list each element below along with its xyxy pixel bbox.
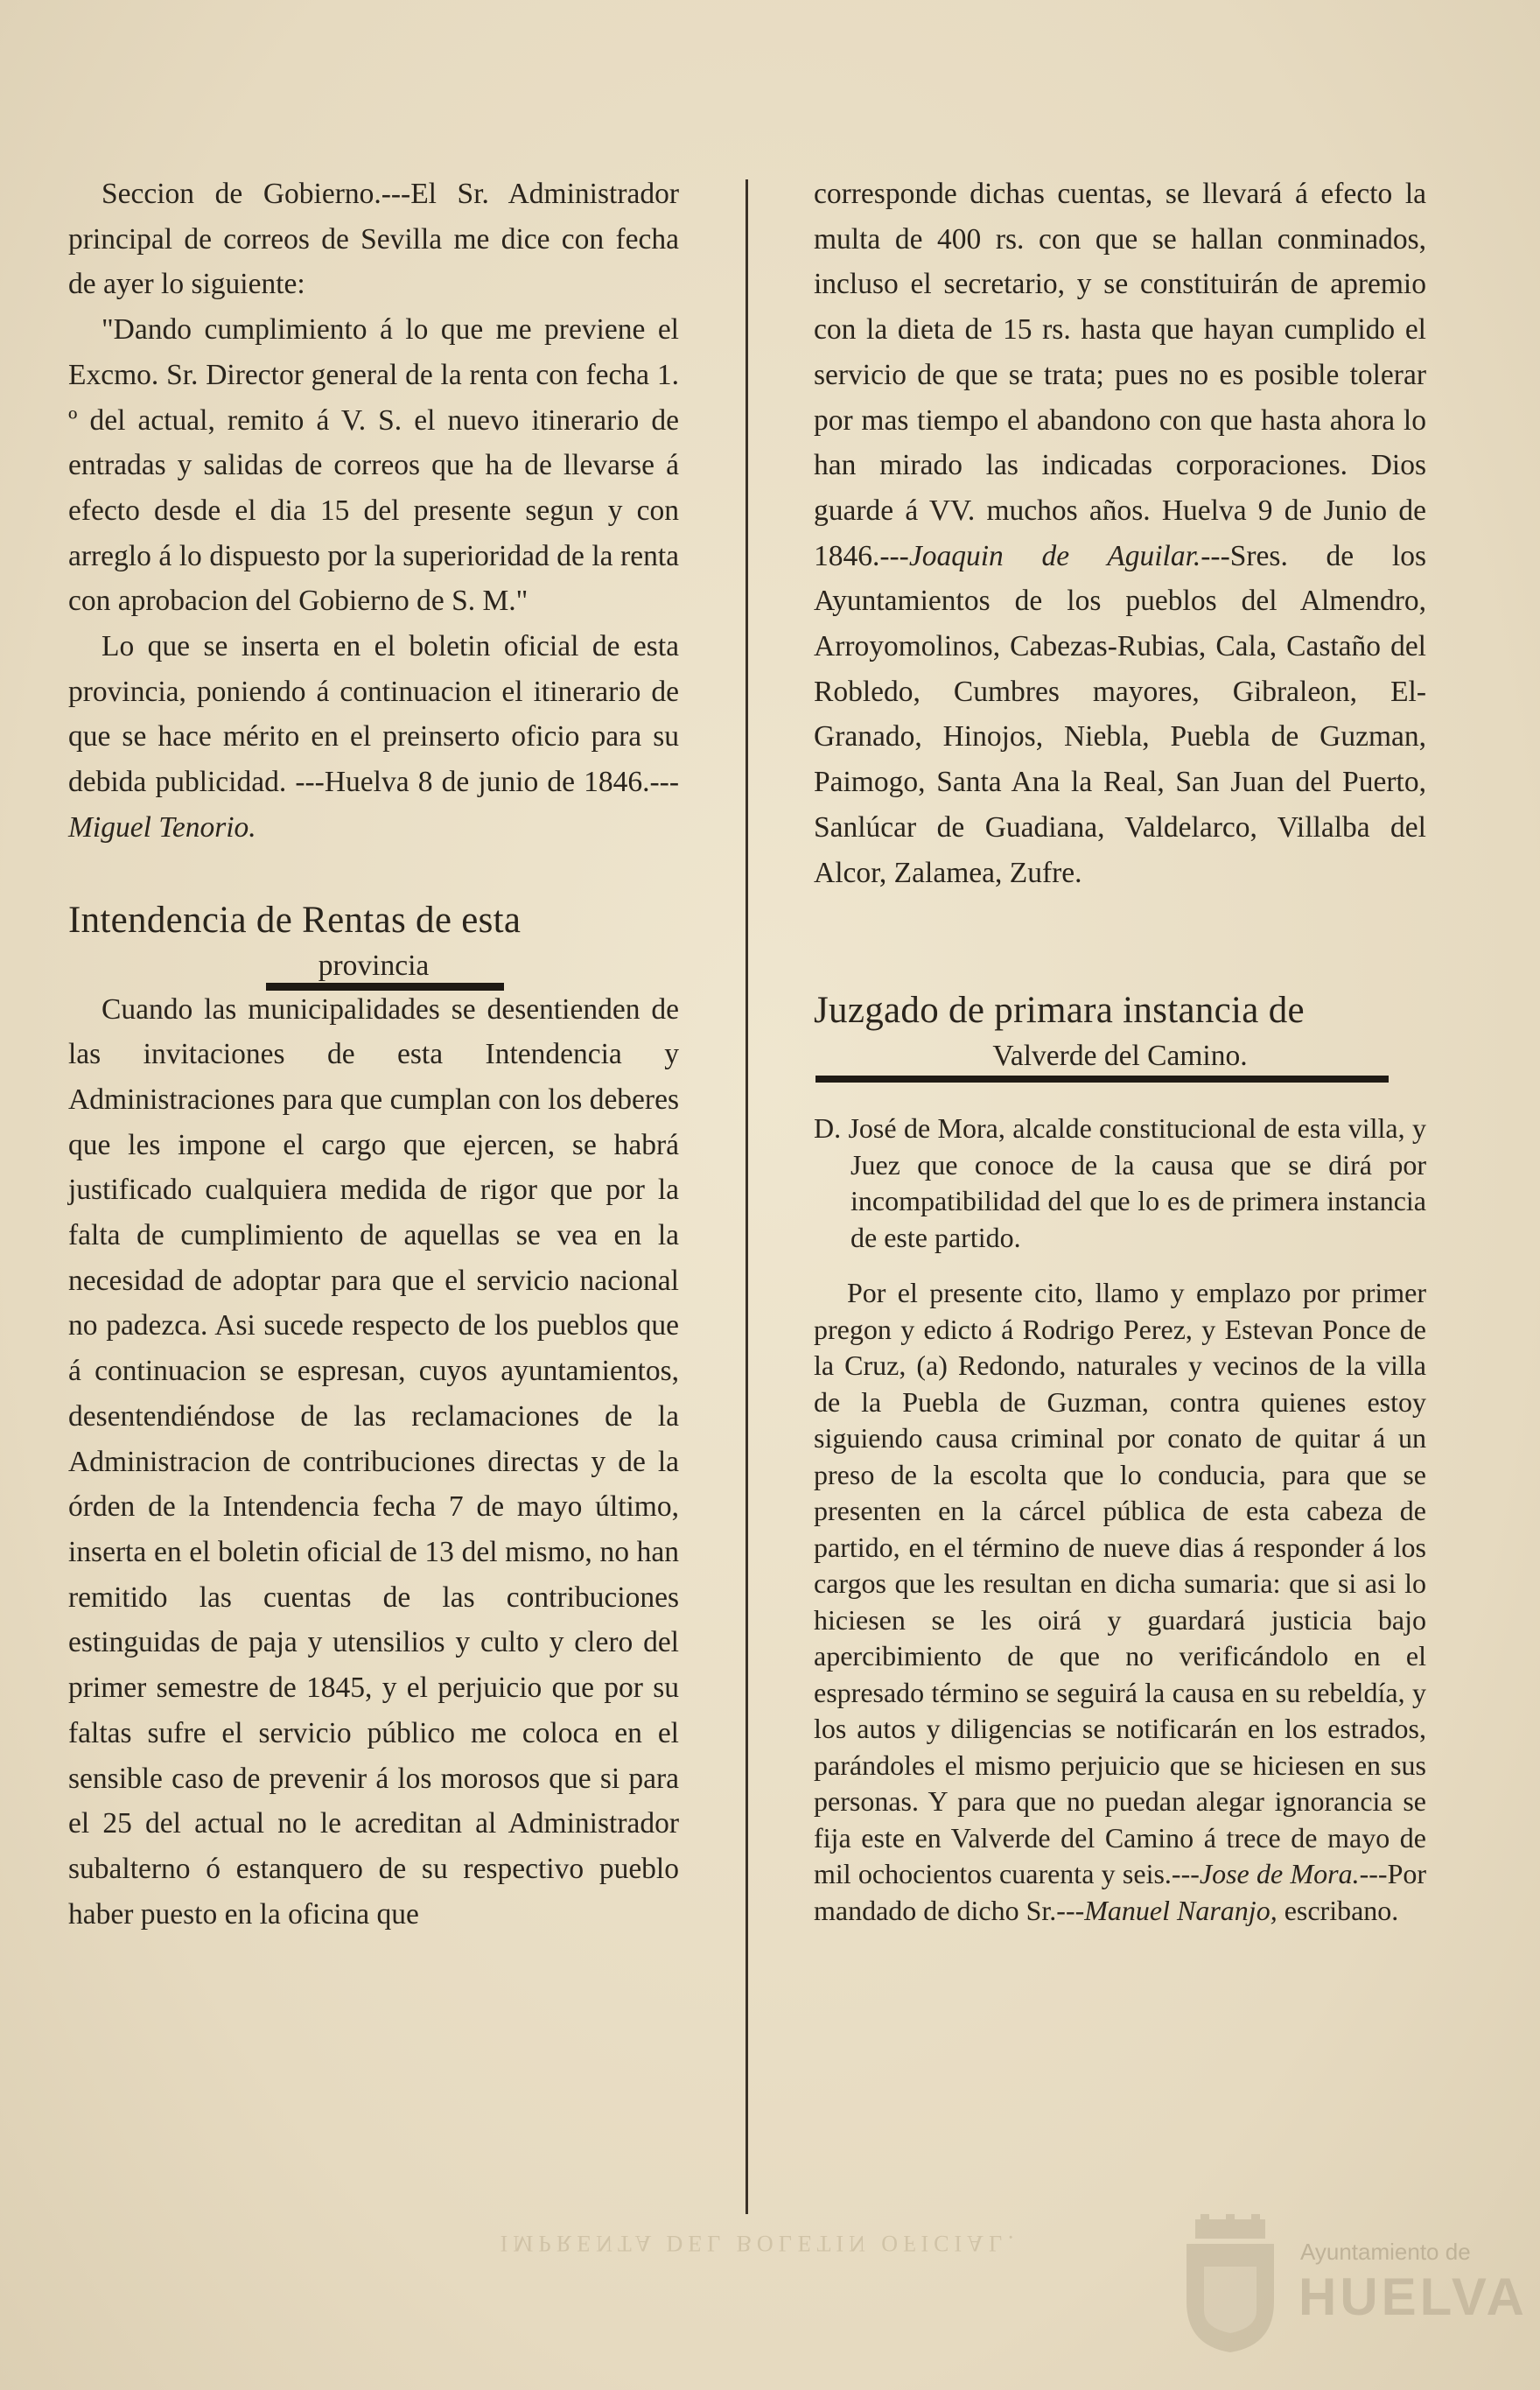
section-heading-intendencia: Intendencia de Rentas de esta — [68, 899, 522, 941]
escribano-text: escribano. — [1277, 1894, 1399, 1926]
quoted-paragraph: "Dando cumplimiento á lo que me previene el Excmo. Sr. Director general de la renta con fecha 1. º del actual, remito á V. S. el nuevo itinerario de entradas y salidas de correos que ha de llevarse á efecto desde el dia 15 del presente segun y con arreglo á lo dispuesto por la superioridad de la renta con aprobacion del Gobierno de S. M." — [68, 313, 679, 618]
intendencia-header — [68, 896, 679, 987]
gobierno-paragraph: Seccion de Gobierno.---El Sr. Administrador principal de correos de Sevilla me dice con fecha de ayer lo siguiente: — [68, 178, 679, 301]
signature-mora: Jose de Mora. — [1199, 1858, 1360, 1890]
intendencia-continuation — [814, 172, 1426, 895]
signature-naranjo: Manuel Naranjo, — [1084, 1894, 1278, 1926]
edict-text: Por el presente cito, llamo y emplazo por primer pregon y edicto á Rodrigo Perez, y Estevan Ponce de la Cruz, (a) Redondo, naturales y vecinos de la villa de la Puebla de Guzman, contra quienes estoy siguiendo causa criminal por conato de quitar á un preso de la escolta que lo conducia, para que se presenten en la cárcel pública de esta cabeza de partido, en el término de nueve dias á responder á los cargos que les resultan en dicha sumaria: que si asi lo hiciesen se les oirá y guardará justicia bajo apercibimiento de que no verificándolo en el espresado término se seguirá la causa en su rebeldía, y los autos y diligencias se notificarán en los estrados, parándoles el mismo perjuicio que se hiciesen en sus personas. Y para que no puedan alegar ignorancia se fija este en Valverde del Camino á trece de mayo de mil ochocientos cuarenta y seis.--- — [814, 1277, 1426, 1890]
section-subheading-valverde: Valverde del Camino. — [992, 1040, 1248, 1073]
watermark-small-text: Ayuntamiento de — [1300, 2239, 1471, 2265]
section-divider-short — [266, 983, 504, 991]
section-subheading-provincia: provincia — [318, 949, 430, 982]
signature-tenorio: Miguel Tenorio. — [68, 810, 256, 844]
right-column — [814, 172, 1426, 1929]
section-heading-juzgado: Juzgado de primara instancia de — [814, 990, 1305, 1032]
signature-aguilar: Joaquin de Aguilar. — [908, 539, 1201, 572]
ayuntamiento-watermark — [1178, 2214, 1528, 2372]
intendencia-paragraph: Cuando las municipalidades se desentienden de las invitaciones de esta Intendencia y Administraciones para que cumplan con los deberes que les impone el cargo que ejercen, se habrá justificado cualquiera medida de rigor que por la falta de cumplimiento de aquellas se vea en la necesidad de adoptar para que el servicio nacional no padezca. Asi sucede respecto de los pueblos que á continuacion se espresan, cuyos ayuntamientos, desentendiéndose de las reclamaciones de la Administracion de contribuciones directas y de la órden de la Intendencia fecha 7 de mayo último, inserta en el boletin oficial de 13 del mismo, no han remitido las cuentas de las contribuciones estinguidas de paja y utensilios y culto y clero del primer semestre de 1845, y el perjuicio que por su faltas sufre el servicio público me coloca en el sensible caso de prevenir á los morosos que si para el 25 del actual no le acreditan al Administrador subalterno ó estanquero de su respectivo pueblo haber puesto en la oficina que — [68, 992, 679, 1931]
insertion-paragraph — [68, 624, 679, 851]
mandate-text: ---Por mandado de dicho Sr.--- — [814, 1858, 1427, 1926]
juzgado-header — [814, 986, 1426, 1077]
juzgado-body — [814, 1111, 1426, 1929]
insertion-text: Lo que se inserta en el boletin oficial de esta provincia, poniendo á continuacion el itinerario de que se hace mérito en el preinserto oficio para su debida publicidad. ---Huelva 8 de junio de 1846.--- — [68, 630, 679, 799]
coat-of-arms-icon — [1178, 2214, 1283, 2354]
section-divider-long — [816, 1076, 1389, 1083]
continuation-text: corresponde dichas cuentas, se llevará á efecto la multa de 400 rs. con que se hallan conminados, incluso el secretario, y se constituirán de apremio con la dieta de 15 rs. hasta que hayan cumplido el servicio de que se trata; pues no es posible tolerar por mas tiempo el abandono con que hasta ahora lo han mirado las indicadas corporaciones. Dios guarde á VV. muchos años. Huelva 9 de Junio de 1846.--- — [814, 178, 1426, 572]
watermark-big-text: HUELVA — [1298, 2267, 1528, 2326]
show-through-imprint: IMPRENTA DEL BOLETIN OFICIAL. — [500, 2231, 1019, 2256]
column-rule — [746, 179, 748, 2214]
edict-paragraph — [814, 1275, 1426, 1929]
addressees-text: ---Sres. de los Ayuntamientos de los pueblos del Almendro, Arroyomolinos, Cabezas-Rubias, Cala, Castaño del Robledo, Cumbres mayores, Gibraleon, El-Granado, Hinojos, Niebla, Puebla de Guzman, Paimogo, Santa Ana la Real, San Juan del Puerto, Sanlúcar de Guadiana, Valdelarco, Villalba del Alcor, Zalamea, Zufre. — [814, 539, 1426, 889]
left-column — [68, 172, 679, 1937]
alcalde-paragraph: D. José de Mora, alcalde constitucional de esta villa, y Juez que conoce de la causa que se dirá por incompatibilidad del que lo es de primera instancia de este partido. — [814, 1112, 1426, 1253]
